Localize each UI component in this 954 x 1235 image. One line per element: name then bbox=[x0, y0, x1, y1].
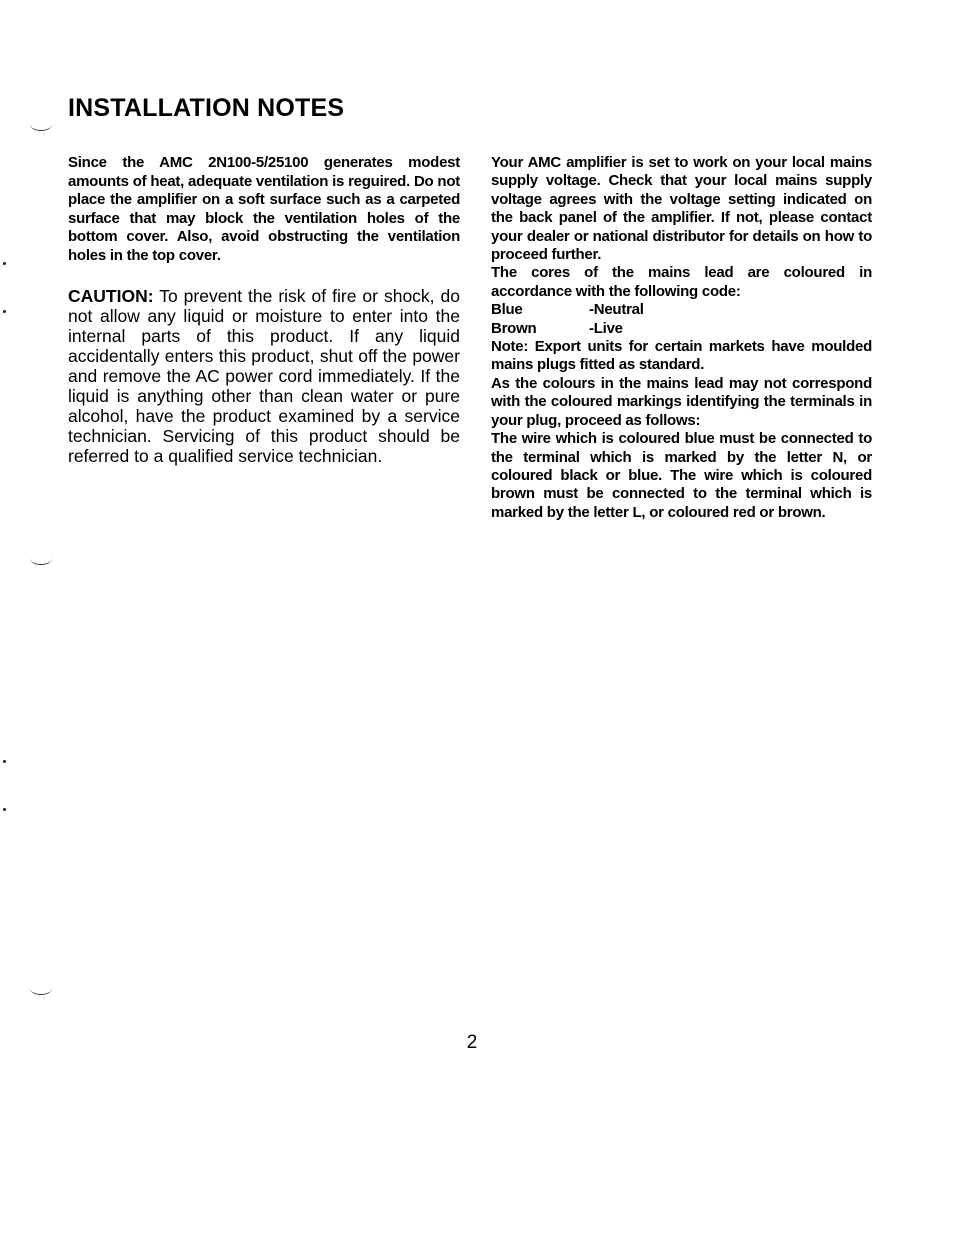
scan-mark bbox=[30, 118, 52, 131]
left-column bbox=[68, 154, 460, 466]
scan-dot bbox=[3, 760, 6, 763]
code-color: Brown bbox=[491, 319, 537, 337]
code-color: Blue bbox=[491, 301, 523, 319]
code-meaning: -Live bbox=[589, 319, 623, 337]
scan-dot bbox=[3, 808, 6, 811]
colours-mismatch-paragraph: As the colours in the mains lead may not correspond with the coloured markings identifying the terminals in your plug, proceed as follows: bbox=[491, 374, 872, 429]
code-row-blue bbox=[491, 301, 872, 319]
voltage-paragraph: Your AMC amplifier is set to work on your local mains supply voltage. Check that your local mains supply voltage agrees with the voltage setting indicated on the back panel of the amplifier. If not, please contact your dealer or national distributor for details on how to proceed further. bbox=[491, 154, 872, 264]
caution-paragraph bbox=[68, 286, 460, 466]
code-row-brown bbox=[491, 320, 872, 338]
page-title: INSTALLATION NOTES bbox=[68, 94, 345, 122]
caution-label: CAUTION: bbox=[68, 285, 154, 306]
page-number: 2 bbox=[466, 1032, 478, 1053]
wiring-paragraph: The wire which is coloured blue must be connected to the terminal which is marked by the letter N, or coloured black or blue. The wire which is coloured brown must be connected to the terminal which is marked by the letter L, or coloured red or brown. bbox=[491, 430, 872, 521]
note-paragraph: Note: Export units for certain markets have moulded mains plugs fitted as standard. bbox=[491, 338, 872, 374]
scan-mark bbox=[30, 982, 52, 995]
ventilation-paragraph: Since the AMC 2N100-5/25100 generates modest amounts of heat, adequate ventilation is reguired. Do not place the amplifier on a soft surface such as a carpeted surface that may block the ventilation holes of the bottom cover. Also, avoid obstructing the ventilation holes in the top cover. bbox=[68, 154, 460, 264]
scan-dot bbox=[3, 262, 6, 265]
caution-text: To prevent the risk of fire or shock, do not allow any liquid or moisture to enter into the internal parts of this product. If any liquid accidentally enters this product, shut off the power and remove the AC power cord immediately. If the liquid is anything other than clean water or pure alcohol, have the product examined by a service technician. Servicing of this product should be referred to a qualified service technician. bbox=[68, 285, 460, 466]
cores-intro-paragraph: The cores of the mains lead are coloured in accordance with the following code: bbox=[491, 264, 872, 300]
scan-dot bbox=[3, 310, 6, 313]
scan-mark bbox=[30, 552, 52, 565]
right-column bbox=[491, 154, 872, 522]
code-meaning: -Neutral bbox=[589, 301, 644, 319]
